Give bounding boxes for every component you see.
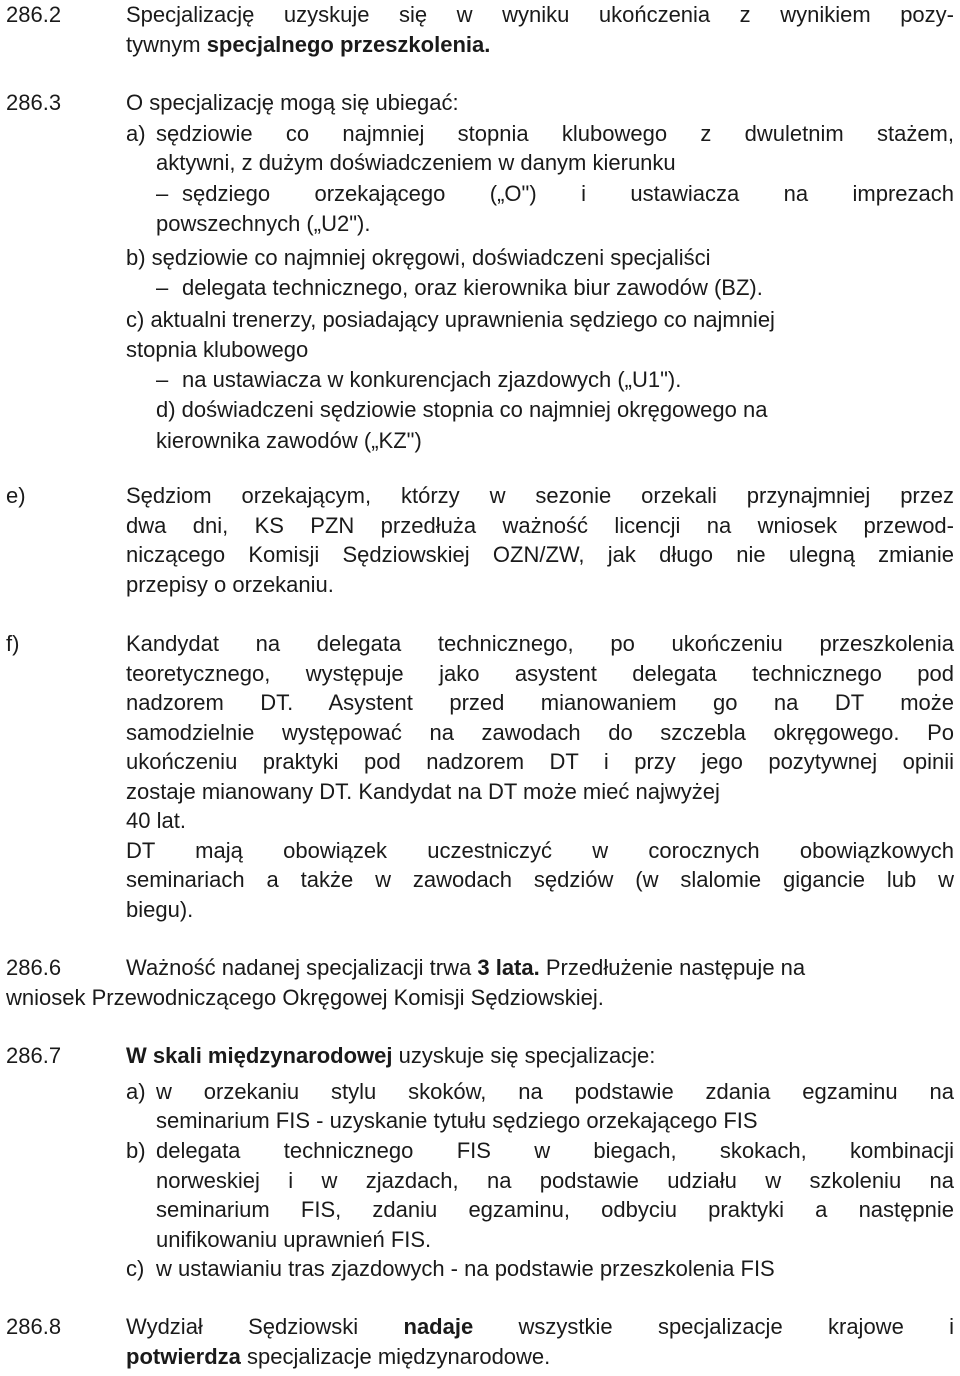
paragraph-line: delegata technicznego, oraz kierownika biur zawodów (BZ). [182, 275, 763, 300]
bold-text: nadaje [403, 1314, 474, 1339]
paragraph-line: Wydział Sędziowski nadaje wszystkie specjalizacje krajowe i [126, 1314, 955, 1339]
paragraph-line: ukończeniu praktyki pod nadzorem DT i przy jego pozytywnej opinii [126, 749, 954, 774]
section-number: f) [6, 631, 20, 656]
item-label-c: c) [126, 1256, 145, 1281]
paragraph-line: powszechnych („U2"). [156, 211, 371, 236]
item-c-line: c) aktualni trenerzy, posiadający uprawnienia sędziego co najmniej [126, 307, 775, 332]
section-286-6 [0, 953, 960, 1013]
section-number: 286.7 [6, 1043, 62, 1068]
section-number: 286.6 [6, 955, 62, 980]
bold-text: specjalnego przeszkolenia. [206, 31, 491, 57]
section-f [0, 629, 960, 929]
paragraph-line: aktywni, z dużym doświadczeniem w danym kierunku [156, 150, 676, 175]
section-number: 286.8 [6, 1314, 62, 1339]
paragraph-line: unifikowaniu uprawnień FIS. [156, 1226, 432, 1252]
paragraph-line: zostaje mianowany DT. Kandydat na DT może mieć najwyżej [126, 778, 720, 804]
section-286-8 [0, 1312, 960, 1374]
item-label-b: b) [126, 1138, 146, 1163]
section-number: 286.3 [6, 90, 62, 115]
paragraph-line: sędziowie co najmniej stopnia klubowego z dwuletnim stażem, [156, 121, 954, 146]
paragraph-line: Sędziom orzekającym, którzy w sezonie orzekali przynajmniej przez [126, 483, 954, 508]
paragraph-line: norweskiej i w zjazdach, na podstawie udziału w szkoleniu na [156, 1167, 954, 1193]
section-286-2 [0, 0, 960, 60]
section-number: 286.2 [6, 2, 62, 27]
bold-text: potwierdza [126, 1344, 241, 1369]
paragraph-line: seminariach a także w zawodach sędziów (w slalomie gigancie lub w [126, 867, 954, 892]
dash-item [156, 273, 916, 303]
paragraph-line: seminarium FIS - uzyskanie tytułu sędziego orzekającego FIS [156, 1108, 758, 1133]
paragraph-line: Kandydat na delegata technicznego, po ukończeniu przeszkolenia [126, 631, 954, 656]
paragraph-line: dwa dni, KS PZN przedłuża ważność licencji na wniosek przewod- [126, 512, 954, 538]
dash-item [156, 365, 916, 395]
section-286-7 [0, 1041, 960, 1286]
paragraph-line: 40 lat. [126, 808, 186, 833]
dash-marker: – [156, 367, 169, 392]
paragraph-line: w ustawianiu tras zjazdowych - na podstawie przeszkolenia FIS [156, 1256, 775, 1281]
paragraph-line: delegata technicznego FIS w biegach, skokach, kombinacji [156, 1138, 954, 1163]
paragraph-line: samodzielnie występować na zawodach do szczebla okręgowego. Po [126, 719, 954, 745]
item-d-line: d) doświadczeni sędziowie stopnia co najmniej okręgowego na [156, 397, 768, 422]
section-intro: W skali międzynarodowej uzyskuje się specjalizacje: [126, 1043, 656, 1068]
section-286-3 [0, 88, 960, 458]
paragraph-line: stopnia klubowego [126, 337, 309, 362]
paragraph-line: przepisy o orzekaniu. [126, 571, 334, 597]
item-b-line: b) sędziowie co najmniej okręgowi, doświadczeni specjaliści [126, 245, 711, 270]
section-intro: O specjalizację mogą się ubiegać: [126, 90, 459, 115]
item-label-a: a) [126, 1079, 146, 1104]
paragraph-line: wniosek Przewodniczącego Okręgowej Komisji Sędziowskiej. [6, 985, 604, 1010]
item-label-a: a) [126, 121, 146, 146]
section-e [0, 481, 960, 606]
paragraph-line: kierownika zawodów („KZ") [156, 428, 422, 453]
dash-item [156, 179, 954, 209]
paragraph-line: Ważność nadanej specjalizacji trwa 3 lata. Przedłużenie następuje na [126, 955, 806, 980]
paragraph-line: seminarium FIS, zdaniu egzaminu, odbyciu praktyki a następnie [156, 1197, 954, 1222]
paragraph-line: DT mają obowiązek uczestniczyć w corocznych obowiązkowych [126, 837, 954, 863]
bold-text: 3 lata. [477, 955, 540, 980]
paragraph-line: niczącego Komisji Sędziowskiej OZN/ZW, jak długo nie ulegną zmianie [126, 542, 954, 567]
section-number: e) [6, 483, 26, 508]
paragraph-line: w orzekaniu stylu skoków, na podstawie zdania egzaminu na [156, 1079, 954, 1104]
paragraph-line: teoretycznego, występuje jako asystent delegata technicznego pod [126, 660, 954, 686]
paragraph-line: sędziego orzekającego („O") i ustawiacza na imprezach [182, 181, 954, 206]
paragraph-line: Specjalizację uzyskuje się w wyniku ukończenia z wynikiem pozy- [126, 2, 954, 27]
dash-marker: – [156, 181, 169, 206]
bold-text: W skali międzynarodowej [126, 1043, 393, 1068]
paragraph-line: na ustawiacza w konkurencjach zjazdowych („U1"). [182, 367, 682, 392]
dash-marker: – [156, 275, 169, 300]
paragraph-line: biegu). [126, 896, 194, 922]
paragraph-line: tywnym specjalnego przeszkolenia. [126, 31, 491, 57]
paragraph-line: potwierdza specjalizacje międzynarodowe. [126, 1344, 551, 1369]
paragraph-line: nadzorem DT. Asystent przed mianowaniem go na DT może [126, 690, 954, 715]
